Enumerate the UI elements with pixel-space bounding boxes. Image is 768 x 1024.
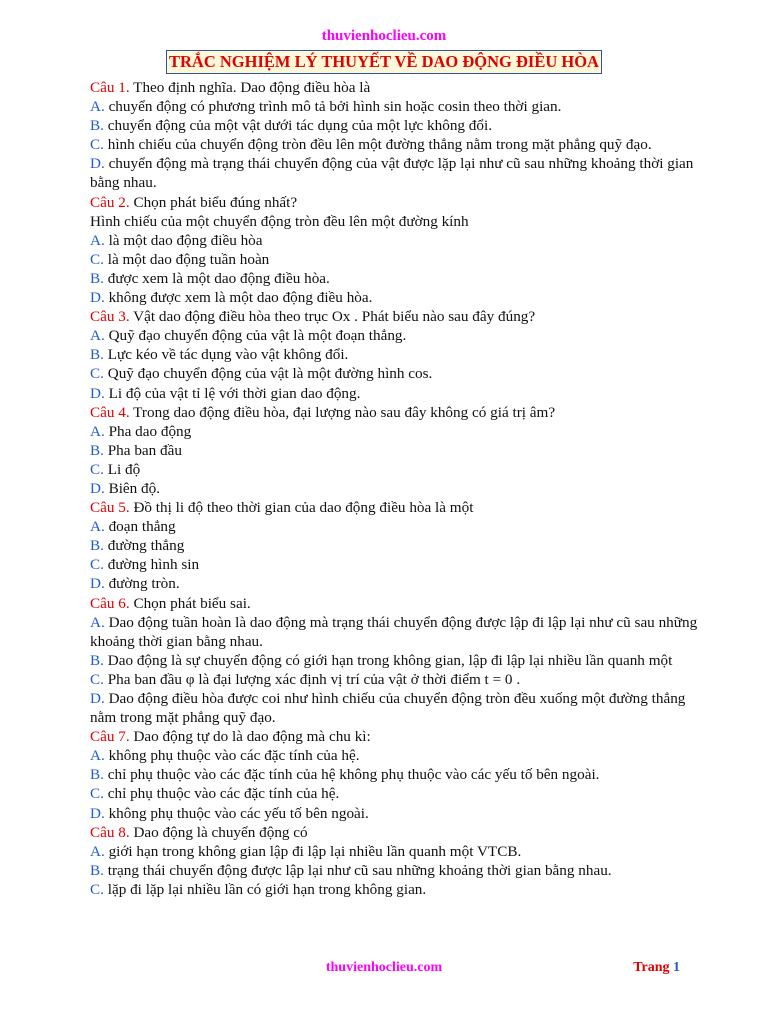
option-text: Dao động điều hòa được coi như hình chiếu của chuyển động tròn đều xuống một đường thẳng nằm trong mặt phẳng quỹ đạo.	[90, 690, 686, 727]
option-letter: C.	[90, 556, 104, 574]
option-text: lặp đi lặp lại nhiều lần có giới hạn trong không gian.	[103, 880, 427, 898]
answer-option[interactable]	[90, 517, 710, 536]
option-letter: B.	[90, 766, 104, 784]
question-4	[90, 403, 710, 422]
page-label: Trang	[633, 960, 670, 975]
answer-option[interactable]	[90, 422, 710, 441]
answer-option[interactable]	[90, 689, 710, 727]
answer-option[interactable]	[90, 269, 710, 288]
option-letter: A.	[90, 231, 105, 249]
answer-option[interactable]	[90, 804, 710, 823]
question-number: Câu 3.	[90, 308, 130, 326]
answer-option[interactable]	[90, 135, 710, 154]
option-letter: A.	[90, 327, 105, 345]
option-text: được xem là một dao động điều hòa.	[103, 269, 330, 287]
question-number: Câu 5.	[90, 499, 130, 517]
question-8	[90, 823, 710, 842]
answer-option[interactable]	[90, 536, 710, 555]
option-letter: B.	[90, 117, 104, 135]
answer-option[interactable]	[90, 784, 710, 803]
option-text: Biên độ.	[104, 479, 161, 497]
question-number: Câu 6.	[90, 594, 130, 612]
option-text: trạng thái chuyển động được lập lại như cũ sau những khoảng thời gian bằng nhau.	[103, 861, 612, 879]
option-text: đường tròn.	[104, 575, 180, 593]
option-letter: C.	[90, 460, 104, 478]
answer-option[interactable]	[90, 880, 710, 899]
answer-option[interactable]	[90, 555, 710, 574]
option-text: không phụ thuộc vào các yếu tố bên ngoài.	[104, 804, 369, 822]
option-letter: C.	[90, 365, 104, 383]
question-subline: Hình chiếu của một chuyển động tròn đều lên một đường kính	[90, 212, 469, 230]
answer-option[interactable]	[90, 765, 710, 784]
option-letter: C.	[90, 136, 104, 154]
option-letter: C.	[90, 785, 104, 803]
option-letter: A.	[90, 613, 105, 631]
question-text: Chọn phát biểu đúng nhất?	[129, 193, 298, 211]
question-3	[90, 307, 710, 326]
option-text: là một dao động tuần hoàn	[103, 250, 270, 268]
option-text: Dao động tuần hoàn là dao động mà trạng thái chuyển động được lập đi lập lại như cũ sau những khoảng thời gian bằng nhau.	[90, 613, 698, 650]
header-site-link[interactable]: thuvienhoclieu.com	[321, 28, 447, 44]
option-text: không phụ thuộc vào các đặc tính của hệ.	[104, 747, 360, 765]
answer-option[interactable]	[90, 746, 710, 765]
answer-option[interactable]	[90, 154, 710, 192]
option-letter: A.	[90, 422, 105, 440]
option-letter: B.	[90, 861, 104, 879]
answer-option[interactable]	[90, 231, 710, 250]
option-letter: D.	[90, 690, 105, 707]
document-title: TRẮC NGHIỆM LÝ THUYẾT VỀ DAO ĐỘNG ĐIỀU HÒA	[166, 50, 602, 74]
question-text: Theo định nghĩa. Dao động điều hòa là	[129, 79, 371, 96]
answer-option[interactable]	[90, 250, 710, 269]
question-number: Câu 4.	[90, 403, 130, 421]
option-letter: B.	[90, 269, 104, 287]
question-text: Chọn phát biểu sai.	[129, 594, 251, 612]
option-text: chuyển động có phương trình mô tả bởi hình sin hoặc cosin theo thời gian.	[104, 98, 562, 116]
question-1	[90, 78, 710, 97]
option-text: đoạn thẳng	[104, 518, 176, 536]
question-2	[90, 193, 710, 212]
option-text: chỉ phụ thuộc vào các đặc tính của hệ không phụ thuộc vào các yếu tố bên ngoài.	[103, 766, 600, 784]
option-text: Lực kéo về tác dụng vào vật không đổi.	[103, 346, 349, 364]
option-letter: C.	[90, 670, 104, 688]
page-number-value: 1	[673, 960, 680, 975]
option-text: giới hạn trong không gian lập đi lập lại nhiều lần quanh một VTCB.	[104, 842, 522, 860]
option-letter: D.	[90, 575, 105, 593]
option-letter: B.	[90, 441, 104, 459]
option-letter: A.	[90, 518, 105, 536]
question-5	[90, 498, 710, 517]
option-text: Quỹ đạo chuyển động của vật là một đoạn thẳng.	[104, 327, 407, 345]
answer-option[interactable]	[90, 326, 710, 345]
answer-option[interactable]	[90, 97, 710, 116]
question-text: Đồ thị li độ theo thời gian của dao động điều hòa là một	[129, 499, 474, 517]
option-text: Li độ	[103, 460, 141, 478]
answer-option[interactable]	[90, 364, 710, 383]
page-number	[633, 960, 680, 976]
option-letter: B.	[90, 346, 104, 364]
answer-option[interactable]	[90, 861, 710, 880]
option-letter: A.	[90, 98, 105, 116]
answer-option[interactable]	[90, 842, 710, 861]
answer-option[interactable]	[90, 651, 710, 670]
question-number: Câu 7.	[90, 728, 130, 746]
question-text: Dao động tự do là dao động mà chu kì:	[129, 728, 371, 746]
option-text: chỉ phụ thuộc vào các đặc tính của hệ.	[103, 785, 340, 803]
option-letter: D.	[90, 289, 105, 307]
answer-option[interactable]	[90, 613, 710, 651]
option-letter: A.	[90, 747, 105, 765]
option-letter: C.	[90, 250, 104, 268]
option-letter: A.	[90, 842, 105, 860]
answer-option[interactable]	[90, 441, 710, 460]
question-text: Trong dao động điều hòa, đại lượng nào sau đây không có giá trị âm?	[129, 403, 556, 421]
option-text: Pha ban đầu φ là đại lượng xác định vị trí của vật ở thời điểm t = 0 .	[103, 670, 521, 688]
question-number: Câu 1.	[90, 79, 130, 96]
option-letter: B.	[90, 651, 104, 669]
option-text: chuyển động của một vật dưới tác dụng của một lực không đổi.	[103, 117, 493, 135]
question-text: Vật dao động điều hòa theo trục Ox . Phát biểu nào sau đây đúng?	[129, 308, 536, 326]
option-letter: D.	[90, 384, 105, 402]
question-7	[90, 727, 710, 746]
option-letter: D.	[90, 804, 105, 822]
question-text: Dao động là chuyển động có	[129, 823, 308, 841]
option-text: Li độ của vật tỉ lệ với thời gian dao động.	[104, 384, 361, 402]
answer-option[interactable]	[90, 479, 710, 498]
option-text: chuyển động mà trạng thái chuyển động của vật được lặp lại như cũ sau những khoảng thời gian bằng nhau.	[90, 155, 694, 192]
answer-option[interactable]	[90, 288, 710, 307]
question-list	[90, 78, 710, 899]
question-6	[90, 594, 710, 613]
answer-option[interactable]	[90, 574, 710, 593]
answer-option[interactable]	[90, 384, 710, 403]
option-text: không được xem là một dao động điều hòa.	[104, 289, 373, 307]
answer-option[interactable]	[90, 460, 710, 479]
question-number: Câu 2.	[90, 193, 130, 211]
option-text: hình chiếu của chuyển động tròn đều lên một đường thẳng nằm trong mặt phẳng quỹ đạo.	[103, 136, 652, 154]
question-number: Câu 8.	[90, 823, 130, 841]
option-text: đường hình sin	[103, 556, 200, 574]
option-text: Quỹ đạo chuyển động của vật là một đường hình cos.	[103, 365, 433, 383]
option-letter: C.	[90, 880, 104, 898]
option-text: là một dao động điều hòa	[104, 231, 263, 249]
answer-option[interactable]	[90, 116, 710, 135]
option-text: đường thẳng	[103, 537, 185, 555]
footer-site-link[interactable]: thuvienhoclieu.com	[325, 960, 443, 975]
option-letter: B.	[90, 537, 104, 555]
option-text: Pha dao động	[104, 422, 192, 440]
answer-option[interactable]	[90, 670, 710, 689]
option-letter: D.	[90, 479, 105, 497]
option-text: Pha ban đầu	[103, 441, 182, 459]
answer-option[interactable]	[90, 345, 710, 364]
option-letter: D.	[90, 155, 105, 173]
option-text: Dao động là sự chuyển động có giới hạn trong không gian, lập đi lập lại nhiều lần quanh một	[103, 651, 673, 669]
